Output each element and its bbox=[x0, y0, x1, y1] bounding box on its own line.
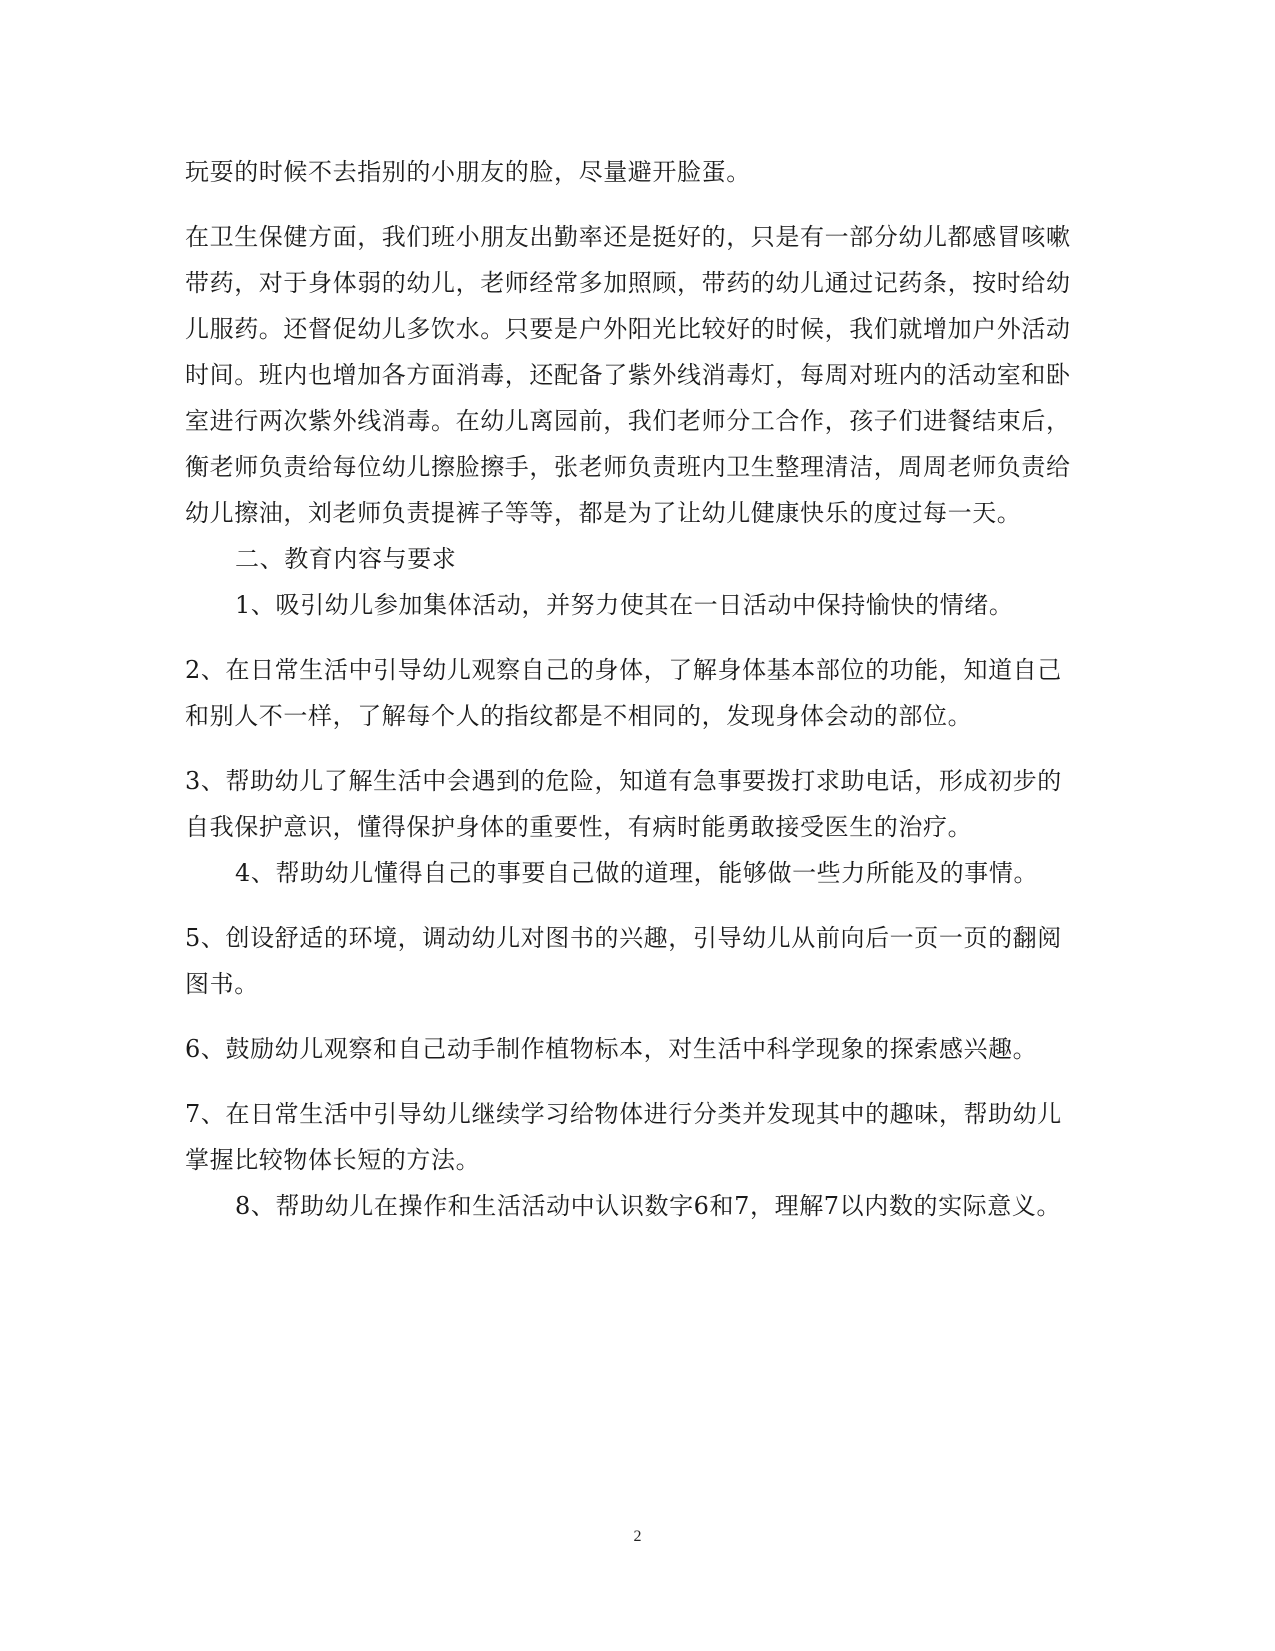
text-line: 室进行两次紫外线消毒。在幼儿离园前，我们老师分工合作，孩子们进餐结束后， bbox=[185, 407, 1071, 435]
text-line: 幼儿擦油，刘老师负责提裤子等等，都是为了让幼儿健康快乐的度过每一天。 bbox=[185, 499, 1022, 527]
list-item: 5、创设舒适的环境，调动幼儿对图书的兴趣，引导幼儿从前向后一页一页的翻阅 bbox=[185, 924, 1062, 952]
text-line: 和别人不一样，了解每个人的指纹都是不相同的，发现身体会动的部位。 bbox=[185, 702, 973, 730]
text-line: 衡老师负责给每位幼儿擦脸擦手，张老师负责班内卫生整理清洁，周周老师负责给 bbox=[185, 453, 1071, 481]
list-item: 1、吸引幼儿参加集体活动，并努力使其在一日活动中保持愉快的情绪。 bbox=[235, 591, 1014, 619]
text-line: 掌握比较物体长短的方法。 bbox=[185, 1146, 481, 1174]
list-item: 6、鼓励幼儿观察和自己动手制作植物标本，对生活中科学现象的探索感兴趣。 bbox=[185, 1035, 1038, 1063]
text-line: 自我保护意识，懂得保护身体的重要性，有病时能勇敢接受医生的治疗。 bbox=[185, 813, 973, 841]
text-line: 玩耍的时候不去指别的小朋友的脸，尽量避开脸蛋。 bbox=[185, 158, 751, 186]
section-heading: 二、教育内容与要求 bbox=[235, 545, 457, 573]
list-item: 3、帮助幼儿了解生活中会遇到的危险，知道有急事要拨打求助电话，形成初步的 bbox=[185, 767, 1062, 795]
list-item: 2、在日常生活中引导幼儿观察自己的身体，了解身体基本部位的功能，知道自己 bbox=[185, 656, 1062, 684]
text-line: 在卫生保健方面，我们班小朋友出勤率还是挺好的，只是有一部分幼儿都感冒咳嗽 bbox=[185, 223, 1071, 251]
text-line: 儿服药。还督促幼儿多饮水。只要是户外阳光比较好的时候，我们就增加户外活动 bbox=[185, 315, 1071, 343]
page-number: 2 bbox=[633, 1528, 642, 1545]
list-item: 4、帮助幼儿懂得自己的事要自己做的道理，能够做一些力所能及的事情。 bbox=[235, 859, 1039, 887]
text-line: 时间。班内也增加各方面消毒，还配备了紫外线消毒灯，每周对班内的活动室和卧 bbox=[185, 361, 1071, 389]
list-item: 8、帮助幼儿在操作和生活活动中认识数字6和7，理解7以内数的实际意义。 bbox=[235, 1192, 1062, 1220]
text-line: 带药，对于身体弱的幼儿，老师经常多加照顾，带药的幼儿通过记药条，按时给幼 bbox=[185, 269, 1071, 297]
list-item: 7、在日常生活中引导幼儿继续学习给物体进行分类并发现其中的趣味，帮助幼儿 bbox=[185, 1100, 1062, 1128]
text-line: 图书。 bbox=[185, 970, 259, 998]
